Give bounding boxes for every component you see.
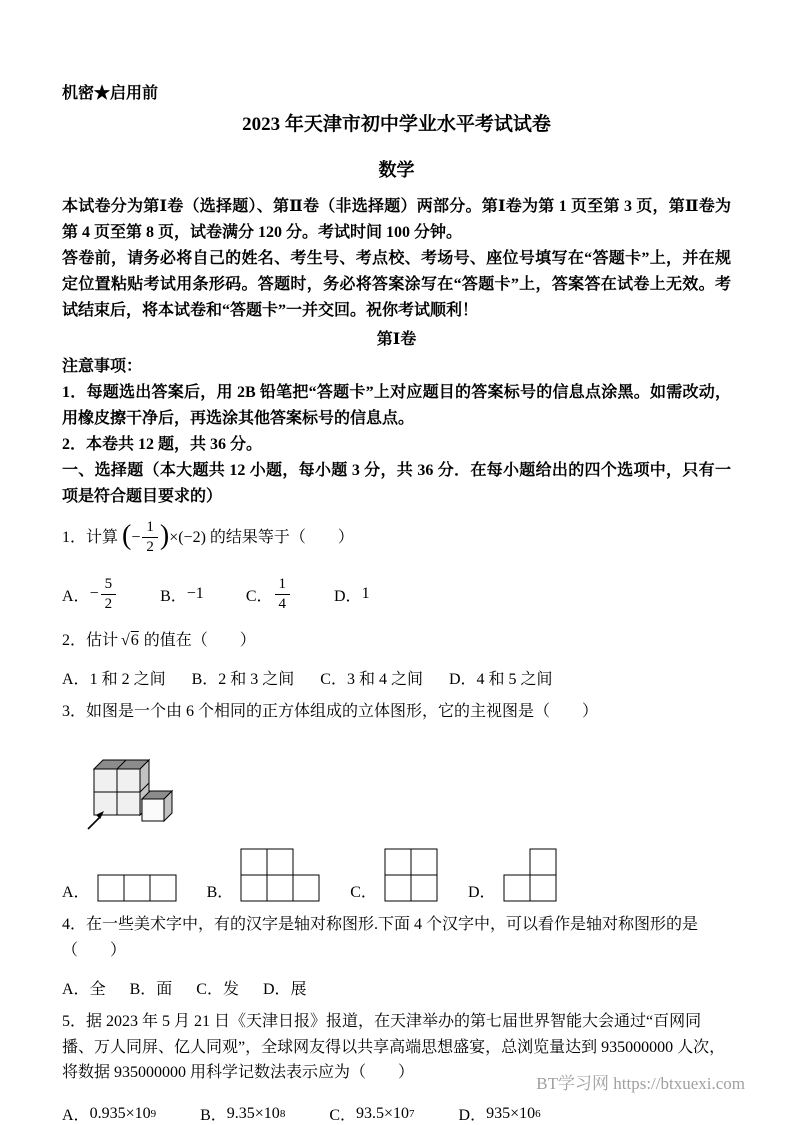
option-d-shape xyxy=(503,848,557,902)
times-term: ×(−2) xyxy=(169,528,206,546)
six-cube-solid-figure xyxy=(84,737,184,833)
question-4-options xyxy=(62,976,731,999)
option-c-shape xyxy=(384,848,438,902)
section-1-title: 一、选择题（本大题共 12 小题，每小题 3 分，共 36 分．在每小题给出的四个选项中，只有一项是符合题目要求的） xyxy=(62,461,731,505)
exponent: 9 xyxy=(150,1107,157,1120)
question-1-options xyxy=(62,574,731,614)
exponent: 7 xyxy=(409,1107,415,1120)
question-3 xyxy=(62,699,731,902)
notes-title: 注意事项： xyxy=(62,357,143,375)
exponent: 6 xyxy=(535,1107,541,1120)
close-paren: ) xyxy=(159,519,170,551)
question-1-suffix: 的结果等于（ ） xyxy=(209,528,354,546)
question-3-figure xyxy=(84,737,731,838)
question-2-option-b: B． 2 和 3 之间 xyxy=(191,670,295,688)
question-4-stem: 4．在一些美术字中，有的汉字是轴对称图形.下面 4 个汉字中，可以看作是轴对称图形的是（ ） xyxy=(62,915,699,959)
question-1-number-text: 1．计算 xyxy=(62,528,119,546)
question-5-option-b: B． 9.35×10 8 xyxy=(200,1104,286,1125)
question-2-option-a: A． 1 和 2 之间 xyxy=(62,670,166,688)
question-5 xyxy=(62,1009,731,1125)
question-4 xyxy=(62,912,731,999)
open-paren: ( xyxy=(122,519,132,551)
note-1: 1．每题选出答案后，用 2B 铅笔把“答题卡”上对应题目的答案标号的信息点涂黑。如需改动，用橡皮擦干净后，再选涂其他答案标号的信息点。 xyxy=(62,383,731,427)
question-1-formula xyxy=(122,519,206,556)
radical-sign: √ xyxy=(121,632,130,650)
page-title: 2023 年天津市初中学业水平考试试卷 xyxy=(242,114,551,135)
confidential-label: 机密★启用前 xyxy=(62,85,159,102)
question-2 xyxy=(62,628,731,689)
question-1 xyxy=(62,519,731,614)
question-3-stem: 3．如图是一个由 6 个相同的正方体组成的立体图形，它的主视图是（ ） xyxy=(62,702,599,720)
option-a-shape xyxy=(97,874,177,902)
minus-sign: − xyxy=(89,585,99,603)
question-3-option-c: C． xyxy=(350,848,438,902)
fraction: $\frac{1}{2}$ xyxy=(142,519,158,556)
question-2-option-d: D． 4 和 5 之间 xyxy=(448,670,553,688)
fraction: $\frac{1}{4}$ xyxy=(275,576,291,613)
question-4-option-d: D． 展 xyxy=(262,980,307,998)
question-5-option-c: C． 93.5×10 7 xyxy=(329,1104,415,1125)
question-4-option-c: C． 发 xyxy=(196,980,239,998)
question-2-stem xyxy=(62,628,731,654)
watermark: BT学习网 https://btxuexi.com xyxy=(536,1074,745,1093)
question-1-stem xyxy=(62,519,731,556)
question-2-suffix: 的值在（ ） xyxy=(143,632,256,650)
exponent: 8 xyxy=(279,1107,286,1120)
question-5-option-d: D． 935×10 6 xyxy=(458,1104,541,1125)
question-1-option-b: B． −1 xyxy=(160,585,204,605)
intro-paragraph-1: 本试卷分为第Ⅰ卷（选择题）、第Ⅱ卷（非选择题）两部分。第Ⅰ卷为第 1 页至第 3 页，第Ⅱ卷为第 4 页至第 8 页，试卷满分 120 分。考试时间 100 分钟。 xyxy=(62,198,731,241)
minus-sign: − xyxy=(131,528,141,546)
question-3-option-d: D． xyxy=(468,848,557,902)
question-3-option-b: B． xyxy=(207,848,321,902)
question-4-option-a: A． 全 xyxy=(62,980,106,998)
intro-paragraph-2: 答卷前，请务必将自己的姓名、考生号、考点校、考场号、座位号填写在“答题卡”上，并在规定位置粘贴考试用条形码。答题时，务必将答案涂写在“答题卡”上，答案答在试卷上无效。考试结束后，将本试卷和“答题卡”一并交回。祝你考试顺利！ xyxy=(62,249,731,319)
question-2-option-c: C． 3 和 4 之间 xyxy=(320,670,423,688)
question-5-stem: 5．据 2023 年 5 月 21 日《天津日报》报道，在天津举办的第七届世界智能大会通过“百网同播、万人同屏、亿人同观”，全球网友得以共享高端思想盛宴，总浏览量达到 935000000 人次，将数据 935000000 用科学记数法表示应为（ ） xyxy=(62,1012,726,1082)
question-1-option-d: D． 1 xyxy=(334,585,370,605)
question-5-option-a: A． 0.935×10 9 xyxy=(62,1104,157,1125)
question-2-number-text: 2．估计 xyxy=(62,632,119,650)
question-1-option-c: C． $\frac{1}{4}$ xyxy=(246,576,292,613)
radicand: 6 xyxy=(130,632,139,650)
subject-title: 数学 xyxy=(378,160,415,180)
note-2: 2．本卷共 12 题，共 36 分。 xyxy=(62,435,263,453)
part1-title: 第Ⅰ卷 xyxy=(376,330,417,348)
fraction: $\frac{5}{2}$ xyxy=(101,576,117,613)
question-3-options xyxy=(62,848,731,902)
question-2-options xyxy=(62,666,731,689)
square-root xyxy=(121,628,141,654)
option-b-shape xyxy=(240,848,320,902)
question-4-option-b: B． 面 xyxy=(129,980,173,998)
question-1-option-a: A． − $\frac{5}{2}$ xyxy=(62,576,118,613)
question-3-option-a: A． xyxy=(62,874,177,902)
